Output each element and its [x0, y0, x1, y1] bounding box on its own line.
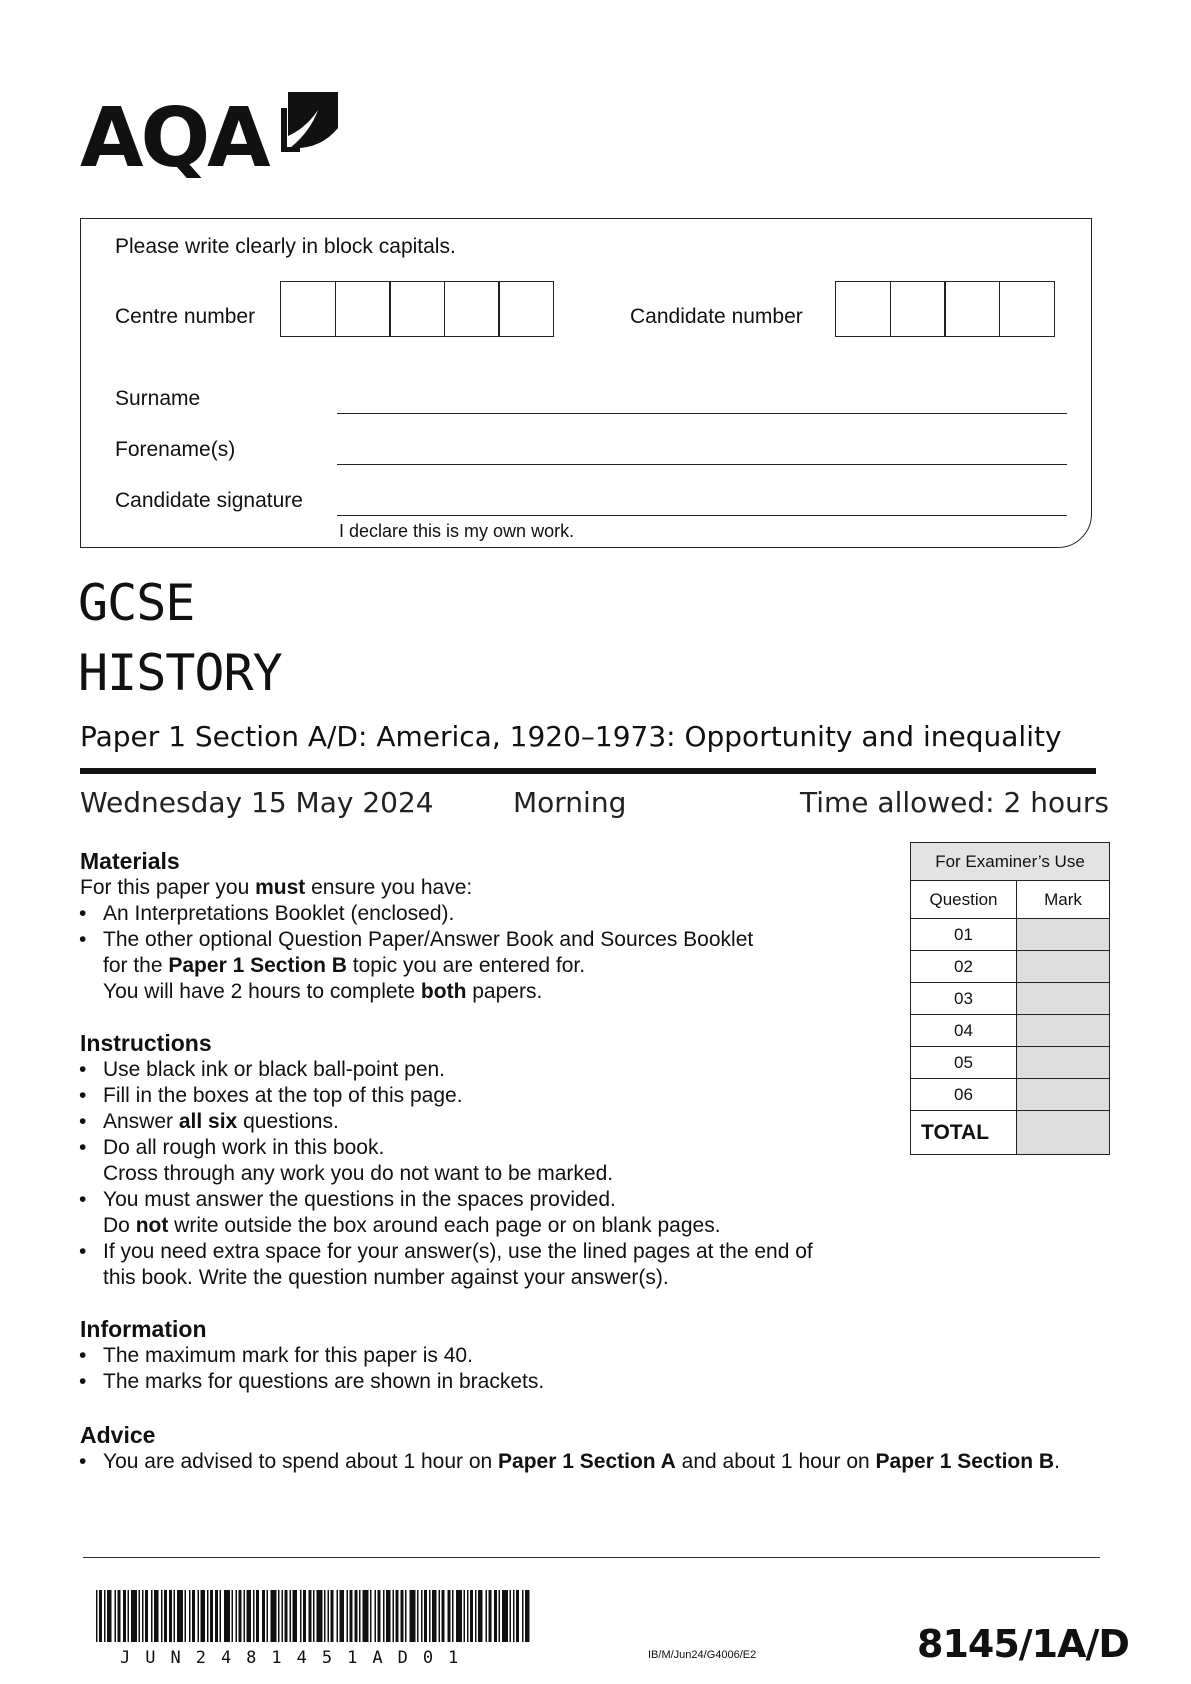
barcode-bar: [224, 1590, 230, 1642]
paper-title: Paper 1 Section A/D: America, 1920–1973: Opportunity and inequality: [80, 720, 1062, 753]
examiner-use-table: [910, 842, 1110, 1155]
advice-heading: Advice: [80, 1422, 156, 1448]
barcode-bar: [401, 1590, 404, 1642]
barcode-bar: [513, 1590, 515, 1642]
mark-cell: [1017, 1047, 1110, 1079]
candidate-number-label: Candidate number: [630, 305, 803, 328]
forenames-label: Forename(s): [115, 438, 236, 461]
barcode-bar: [347, 1590, 349, 1642]
total-row: [911, 1111, 1110, 1155]
instruction-item: • Use black ink or black ball-point pen.: [79, 1058, 446, 1081]
barcode-bar: [177, 1590, 183, 1642]
barcode-bar: [359, 1590, 361, 1642]
barcode-bar: [96, 1590, 98, 1642]
barcode-bar: [421, 1590, 423, 1642]
barcode-bar: [424, 1590, 427, 1642]
signature-line[interactable]: [337, 515, 1067, 516]
barcode-bar: [142, 1590, 144, 1642]
signature-label: Candidate signature: [115, 489, 303, 512]
barcode-bar: [525, 1590, 530, 1642]
candidate-digit-box[interactable]: [944, 281, 1000, 337]
surname-label: Surname: [115, 387, 201, 410]
forenames-line[interactable]: [337, 464, 1067, 465]
barcode-bar: [410, 1590, 416, 1642]
barcode-bar: [128, 1590, 130, 1642]
barcode-bar: [350, 1590, 353, 1642]
barcode-bar: [478, 1590, 483, 1642]
barcode-bar: [189, 1590, 191, 1642]
total-label: TOTAL: [911, 1111, 1017, 1155]
barcode-bar: [439, 1590, 441, 1642]
qualification-title: GCSE: [78, 574, 195, 632]
barcode-bar: [253, 1590, 255, 1642]
instruction-item: • If you need extra space for your answer(s), use the lined pages at the end of: [79, 1240, 813, 1263]
aqa-logo: [80, 88, 350, 188]
instruction-item: • You must answer the questions in the spaces provided.: [79, 1188, 616, 1211]
barcode-bar: [145, 1590, 148, 1642]
instructions-heading: Instructions: [80, 1030, 212, 1056]
barcode-bar: [429, 1590, 431, 1642]
barcode-bar: [464, 1590, 466, 1642]
barcode-bar: [118, 1590, 121, 1642]
materials-heading: Materials: [80, 848, 180, 874]
barcode-bar: [107, 1590, 112, 1642]
table-row: [911, 1047, 1110, 1079]
barcode-bar: [313, 1590, 315, 1642]
barcode-bar: [154, 1590, 159, 1642]
barcode-bar: [300, 1590, 302, 1642]
barcode-bar: [516, 1590, 519, 1642]
information-item: • The marks for questions are shown in brackets.: [79, 1370, 545, 1393]
barcode-bar: [448, 1590, 451, 1642]
centre-digit-box[interactable]: [335, 281, 391, 337]
block-capitals-instruction: Please write clearly in block capitals.: [115, 235, 456, 258]
barcode-bar: [256, 1590, 259, 1642]
instruction-item-cont: Cross through any work you do not want to be marked.: [103, 1162, 614, 1185]
materials-item: • An Interpretations Booklet (enclosed).: [79, 902, 455, 925]
barcode-image: [96, 1590, 532, 1642]
question-number: 05: [911, 1047, 1017, 1079]
instruction-item-cont: this book. Write the question number against your answer(s).: [103, 1266, 669, 1289]
barcode-bar: [375, 1590, 377, 1642]
candidate-details-box: [80, 218, 1092, 548]
barcode-bar: [267, 1590, 269, 1642]
instruction-item: • Answer all six questions.: [79, 1110, 339, 1133]
question-number: 03: [911, 983, 1017, 1015]
table-row: [911, 1079, 1110, 1111]
barcode-bar: [370, 1590, 372, 1642]
table-row: [911, 983, 1110, 1015]
barcode-bar: [303, 1590, 306, 1642]
declaration-text: I declare this is my own work.: [339, 521, 575, 541]
paper-code: 8145/1A/D: [917, 1622, 1129, 1666]
barcode-bar: [192, 1590, 195, 1642]
centre-digit-box[interactable]: [498, 281, 554, 337]
barcode-bar: [262, 1590, 265, 1642]
barcode-bar: [442, 1590, 445, 1642]
materials-section: [80, 848, 753, 1005]
question-number: 02: [911, 951, 1017, 983]
barcode-bar: [139, 1590, 141, 1642]
candidate-digit-box[interactable]: [999, 281, 1055, 337]
surname-line[interactable]: [337, 413, 1067, 414]
mark-cell: [1017, 1015, 1110, 1047]
barcode-bar: [417, 1590, 419, 1642]
question-column-header: Question: [911, 881, 1017, 919]
title-rule: [80, 768, 1096, 774]
barcode-bar: [207, 1590, 209, 1642]
barcode-bar: [151, 1590, 153, 1642]
question-number: 01: [911, 919, 1017, 951]
centre-digit-box[interactable]: [444, 281, 500, 337]
barcode-bar: [244, 1590, 246, 1642]
centre-digit-box[interactable]: [280, 281, 336, 337]
mark-cell: [1017, 983, 1110, 1015]
barcode-bar: [282, 1590, 284, 1642]
materials-intro: For this paper you must ensure you have:: [80, 876, 473, 899]
barcode-bar: [278, 1590, 280, 1642]
centre-digit-box[interactable]: [389, 281, 445, 337]
barcode-bar: [383, 1590, 385, 1642]
barcode-bar: [239, 1590, 242, 1642]
barcode-bar: [285, 1590, 288, 1642]
barcode-bar: [405, 1590, 407, 1642]
barcode-bar: [494, 1590, 497, 1642]
barcode-bar: [247, 1590, 252, 1642]
barcode-bar: [363, 1590, 369, 1642]
instruction-item: • Fill in the boxes at the top of this page.: [79, 1084, 463, 1107]
barcode-bar: [337, 1590, 339, 1642]
materials-item: • The other optional Question Paper/Answer Book and Sources Booklet: [79, 928, 754, 951]
mark-cell: [1017, 951, 1110, 983]
barcode-bar: [271, 1590, 277, 1642]
barcode-bar: [220, 1590, 222, 1642]
exam-session: Morning: [513, 786, 627, 819]
barcode-bar: [499, 1590, 501, 1642]
barcode-bar: [293, 1590, 298, 1642]
mark-column-header: Mark: [1017, 881, 1110, 919]
barcode-bar: [486, 1590, 488, 1642]
question-number: 06: [911, 1079, 1017, 1111]
barcode-bar: [123, 1590, 126, 1642]
logo-text: AQA: [80, 91, 268, 186]
footer-rule: [83, 1557, 1100, 1558]
barcode-bar: [324, 1590, 326, 1642]
barcode-bar: [185, 1590, 187, 1642]
subject-title: HISTORY: [78, 644, 282, 702]
barcode-bar: [331, 1590, 334, 1642]
barcode-bar: [432, 1590, 437, 1642]
barcode-bar: [470, 1590, 473, 1642]
barcode-bar: [210, 1590, 213, 1642]
centre-number-boxes: [280, 281, 553, 337]
barcode-bar: [198, 1590, 200, 1642]
barcode-bar: [115, 1590, 117, 1642]
barcode-bar: [174, 1590, 176, 1642]
advice-item: • You are advised to spend about 1 hour on Paper 1 Section A and about 1 hour on Paper 1 Section B.: [79, 1450, 1060, 1473]
time-allowed: Time allowed: 2 hours: [800, 786, 1109, 819]
table-row: [911, 1015, 1110, 1047]
barcode-bar: [355, 1590, 358, 1642]
barcode-bar: [502, 1590, 508, 1642]
barcode-bar: [522, 1590, 524, 1642]
barcode-bar: [328, 1590, 330, 1642]
barcode-bar: [169, 1590, 172, 1642]
instruction-item-cont: Do not write outside the box around each page or on blank pages.: [103, 1214, 721, 1237]
aqa-leaf-icon: [280, 88, 340, 152]
exam-date: Wednesday 15 May 2024: [80, 786, 434, 819]
barcode-bar: [236, 1590, 238, 1642]
table-row: [911, 951, 1110, 983]
information-heading: Information: [80, 1316, 207, 1342]
question-number: 04: [911, 1015, 1017, 1047]
barcode-bar: [290, 1590, 292, 1642]
mark-cell: [1017, 919, 1110, 951]
barcode-bar: [131, 1590, 137, 1642]
barcode-bar: [340, 1590, 345, 1642]
reference-code: IB/M/Jun24/G4006/E2: [648, 1649, 757, 1661]
barcode-bar: [386, 1590, 391, 1642]
barcode-bar: [215, 1590, 218, 1642]
materials-item-cont: You will have 2 hours to complete both papers.: [103, 980, 543, 1003]
barcode-bar: [489, 1590, 492, 1642]
centre-number-label: Centre number: [115, 305, 256, 328]
barcode-bar: [452, 1590, 454, 1642]
materials-item-cont: for the Paper 1 Section B topic you are entered for.: [103, 954, 586, 977]
advice-section: [80, 1422, 1060, 1475]
examiner-table-title: For Examiner’s Use: [911, 843, 1110, 881]
barcode-bar: [378, 1590, 381, 1642]
candidate-digit-box[interactable]: [890, 281, 946, 337]
barcode-bar: [104, 1590, 106, 1642]
barcode-bar: [309, 1590, 312, 1642]
table-row: [911, 919, 1110, 951]
barcode-bar: [510, 1590, 512, 1642]
instructions-section: [80, 1030, 813, 1291]
barcode-text: JUN2481451AD01: [120, 1648, 474, 1668]
mark-cell: [1017, 1079, 1110, 1111]
barcode-bar: [232, 1590, 234, 1642]
barcode-bar: [164, 1590, 167, 1642]
information-section: [80, 1316, 544, 1395]
barcode-bar: [393, 1590, 395, 1642]
candidate-digit-box[interactable]: [835, 281, 891, 337]
barcode-bar: [161, 1590, 163, 1642]
barcode-bar: [317, 1590, 323, 1642]
candidate-number-boxes: [835, 281, 1053, 337]
barcode-bar: [201, 1590, 206, 1642]
instruction-item: • Do all rough work in this book.: [79, 1136, 385, 1159]
barcode-bar: [467, 1590, 469, 1642]
information-item: • The maximum mark for this paper is 40.: [79, 1344, 473, 1367]
barcode-bar: [456, 1590, 462, 1642]
barcode-bar: [99, 1590, 102, 1642]
barcode-bar: [396, 1590, 399, 1642]
barcode-bar: [475, 1590, 477, 1642]
total-mark-cell: [1017, 1111, 1110, 1155]
